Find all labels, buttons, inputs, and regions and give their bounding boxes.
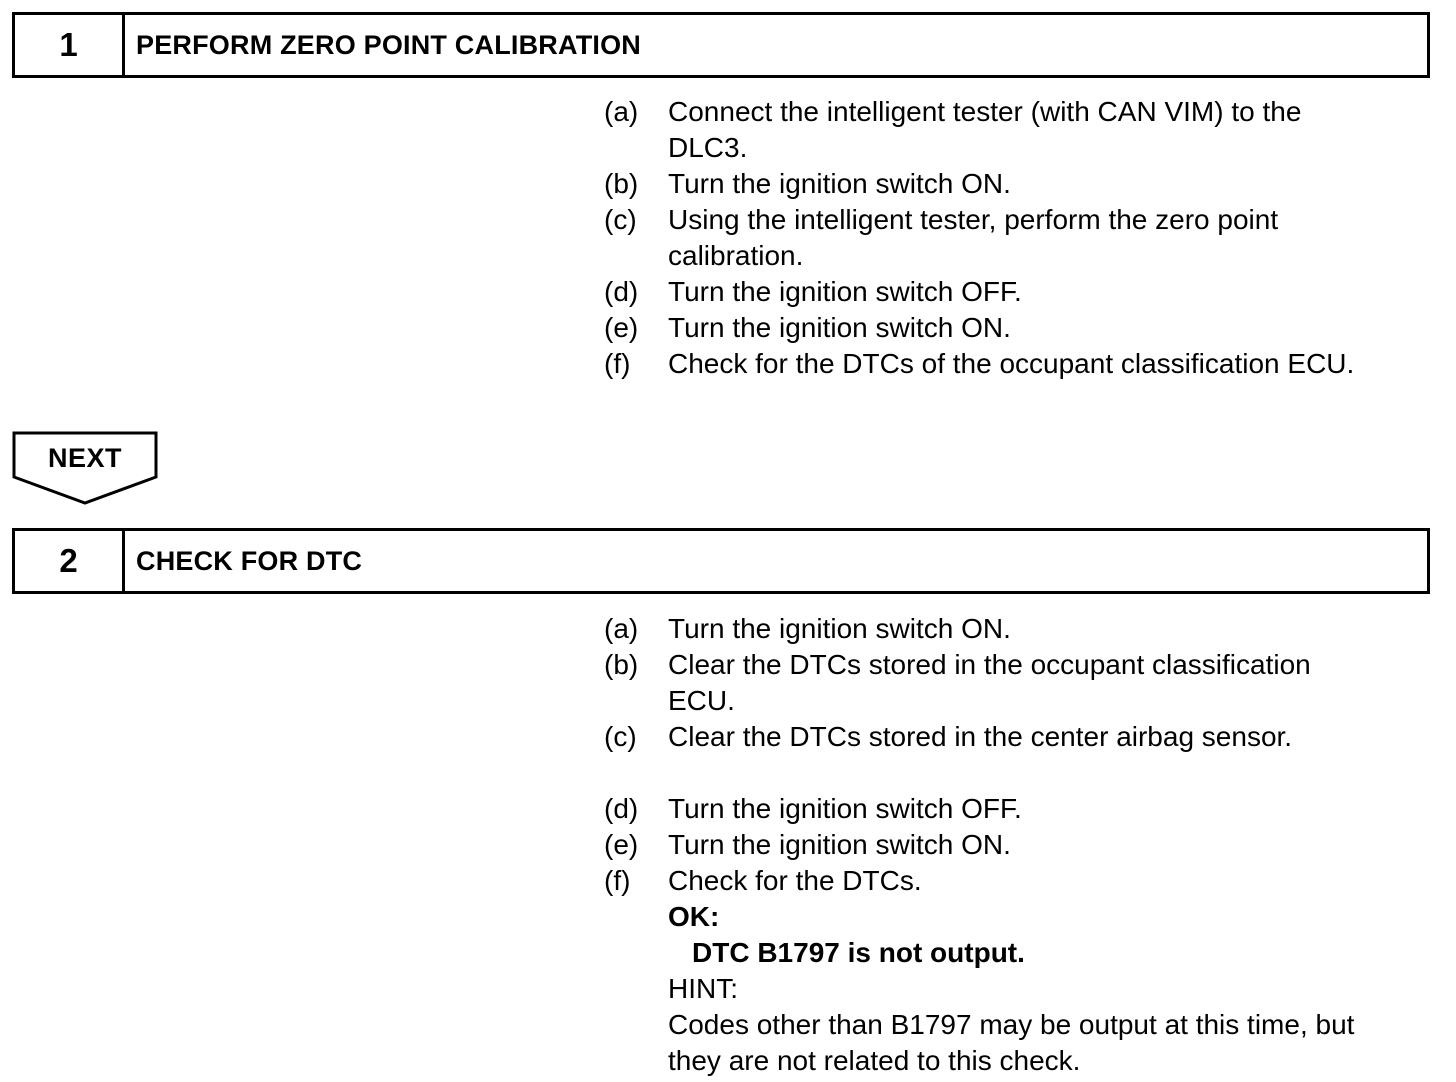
item-label: (b) <box>604 649 639 680</box>
ok-label: OK: <box>668 901 720 932</box>
instruction-item <box>604 647 1444 719</box>
step-2-instructions <box>604 611 1444 1079</box>
instruction-item <box>604 346 1444 382</box>
item-label: (c) <box>604 721 637 752</box>
step-title: PERFORM ZERO POINT CALIBRATION <box>136 29 641 60</box>
instruction-item <box>604 863 1444 899</box>
instruction-item <box>604 274 1444 310</box>
step-2-header <box>12 528 1430 594</box>
instruction-item <box>604 310 1444 346</box>
item-label: (e) <box>604 829 639 860</box>
item-label: (a) <box>604 96 639 127</box>
next-button[interactable] <box>12 431 160 507</box>
ok-criteria: DTC B1797 is not output. <box>692 937 1025 968</box>
step-number: 2 <box>15 531 125 591</box>
item-text: ECU. <box>668 685 735 716</box>
step-1-instructions <box>604 94 1444 382</box>
hint-text: Codes other than B1797 may be output at this time, but <box>668 1009 1355 1040</box>
item-text: Clear the DTCs stored in the center airbag sensor. <box>668 721 1293 752</box>
next-label: NEXT <box>47 443 122 473</box>
item-label: (b) <box>604 168 639 199</box>
spacer <box>604 755 1444 791</box>
item-text: Check for the DTCs. <box>668 865 922 896</box>
item-label: (e) <box>604 312 639 343</box>
item-label: (d) <box>604 276 639 307</box>
item-text: Check for the DTCs of the occupant classification ECU. <box>668 348 1355 379</box>
item-text: Clear the DTCs stored in the occupant classification <box>668 649 1311 680</box>
item-label: (d) <box>604 793 639 824</box>
item-text: Turn the ignition switch OFF. <box>668 276 1022 307</box>
item-label: (f) <box>604 348 631 379</box>
instruction-item <box>604 166 1444 202</box>
item-text: Turn the ignition switch OFF. <box>668 793 1022 824</box>
item-label: (f) <box>604 865 631 896</box>
item-text: Turn the ignition switch ON. <box>668 613 1011 644</box>
instruction-item <box>604 791 1444 827</box>
hint-text: they are not related to this check. <box>668 1045 1081 1076</box>
item-text: DLC3. <box>668 132 748 163</box>
instruction-item <box>604 719 1444 755</box>
item-text: calibration. <box>668 240 804 271</box>
instruction-item <box>604 94 1444 166</box>
instruction-item <box>604 202 1444 274</box>
item-text: Connect the intelligent tester (with CAN VIM) to the <box>668 96 1302 127</box>
step-number: 1 <box>15 15 125 75</box>
item-label: (a) <box>604 613 639 644</box>
item-text: Turn the ignition switch ON. <box>668 168 1011 199</box>
item-text: Using the intelligent tester, perform the zero point <box>668 204 1279 235</box>
step-title: CHECK FOR DTC <box>136 545 363 576</box>
step-1-header <box>12 12 1430 78</box>
item-label: (c) <box>604 204 637 235</box>
instruction-item <box>604 827 1444 863</box>
instruction-item <box>604 611 1444 647</box>
item-text: Turn the ignition switch ON. <box>668 312 1011 343</box>
hint-label: HINT: <box>668 973 738 1004</box>
item-text: Turn the ignition switch ON. <box>668 829 1011 860</box>
